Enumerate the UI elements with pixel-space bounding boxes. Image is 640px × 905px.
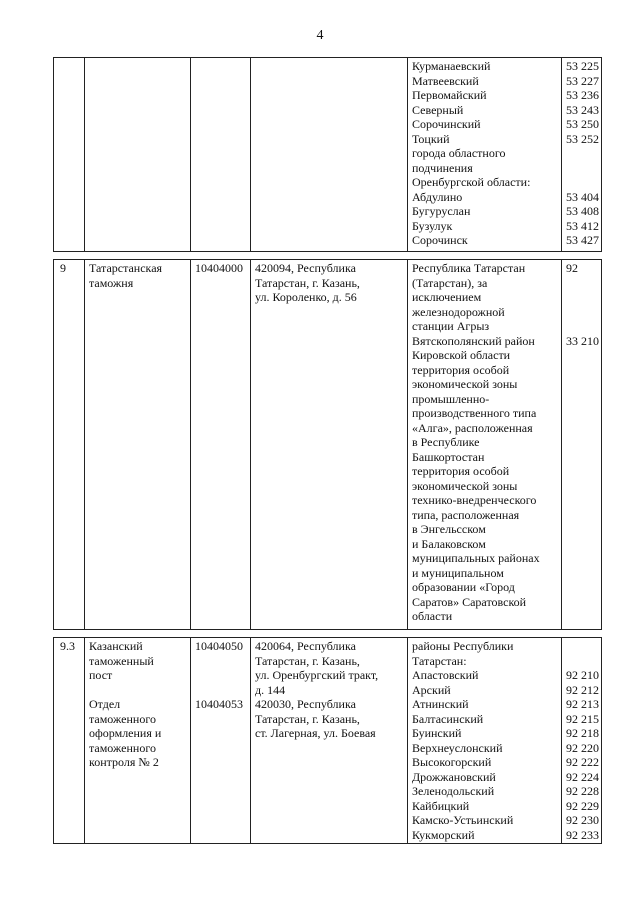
okato-code: 92 218: [566, 726, 599, 740]
okato-code: 92: [566, 261, 578, 275]
region-line: Матвеевский: [412, 73, 479, 88]
okato-code: 53 427: [566, 233, 599, 247]
region-line: Кировской области: [412, 348, 511, 362]
region-line: (Татарстан), за: [412, 275, 488, 290]
region-line: районы Республики: [412, 639, 514, 653]
customs-code: 10404000: [195, 261, 243, 275]
okato-code: 92 213: [566, 697, 599, 711]
region-line: Арский: [412, 682, 451, 697]
region-line: Верхнеуслонский: [412, 740, 503, 755]
customs-name-cell: [85, 638, 191, 844]
address-cell: [251, 260, 408, 630]
address-line: Татарстан, г. Казань,: [255, 275, 360, 290]
customs-name-line: Отдел: [89, 697, 121, 711]
row-number-cell: [54, 58, 85, 252]
region-line: Камско-Устьинский: [412, 813, 514, 827]
customs-name-line: таможенного: [89, 740, 156, 755]
region-line: Сорочинский: [412, 117, 481, 131]
region-line: Курманаевский: [412, 59, 491, 73]
okato-code: 92 215: [566, 711, 599, 726]
okato-code: 92 210: [566, 668, 599, 682]
region-line: территория особой: [412, 362, 510, 377]
okato-codes-cell: [562, 260, 602, 630]
okato-code: 53 412: [566, 218, 599, 233]
address-line: ст. Лагерная, ул. Боевая: [255, 726, 376, 740]
region-line: Республика Татарстан: [412, 261, 526, 275]
customs-name-line: пост: [89, 668, 113, 682]
okato-code: 92 224: [566, 769, 599, 784]
region-line: Сорочинск: [412, 233, 468, 247]
okato-code: 53 227: [566, 73, 599, 88]
customs-name-line: Казанский: [89, 639, 143, 653]
region-line: Вятскополянский район: [412, 333, 535, 348]
page-number: 4: [316, 28, 324, 43]
region-line: Тоцкий: [412, 131, 450, 146]
okato-code: 53 236: [566, 88, 599, 102]
region-line: экономической зоны: [412, 478, 518, 493]
okato-code: 53 243: [566, 102, 599, 117]
address-line: ул. Оренбургский тракт,: [255, 668, 379, 682]
region-line: Кайбицкий: [412, 798, 470, 813]
region-line: Зеленодольский: [412, 784, 495, 798]
customs-table-kazan-post: [53, 637, 602, 844]
customs-table-tatarstan: [53, 259, 602, 630]
row-number: 9.3: [60, 639, 75, 653]
customs-name-line: контроля № 2: [89, 755, 159, 769]
row-number: 9: [60, 261, 66, 275]
okato-codes-cell: [562, 638, 602, 844]
region-line: Оренбургской области:: [412, 175, 531, 189]
region-line: производственного типа: [412, 406, 537, 420]
customs-code: 10404050: [195, 639, 243, 653]
customs-code-cell: [191, 58, 251, 252]
region-line: железнодорожной: [412, 304, 505, 319]
region-line: города областного: [412, 146, 506, 160]
row-number-cell: [54, 638, 85, 844]
region-line: и муниципальном: [412, 565, 504, 580]
region-line: типа, расположенная: [412, 507, 520, 522]
region-line: Татарстан:: [412, 653, 467, 668]
okato-code: 92 233: [566, 827, 599, 842]
region-line: станции Агрыз: [412, 319, 490, 333]
okato-code: 92 230: [566, 813, 599, 827]
address-line: д. 144: [255, 682, 286, 697]
region-line: подчинения: [412, 160, 473, 175]
table-row: [54, 58, 602, 252]
row-number-cell: [54, 260, 85, 630]
region-line: Апастовский: [412, 668, 479, 682]
address-cell: [251, 58, 408, 252]
region-line: промышленно-: [412, 391, 490, 406]
regions-cell: [408, 260, 562, 630]
region-line: Дрожжановский: [412, 769, 496, 784]
customs-table-continuation: [53, 57, 602, 252]
okato-code: 53 225: [566, 59, 599, 73]
okato-codes-cell: [562, 58, 602, 252]
okato-code: 92 222: [566, 755, 599, 769]
customs-code-cell: [191, 638, 251, 844]
region-line: и Балаковском: [412, 536, 486, 551]
okato-code: 53 250: [566, 117, 599, 131]
customs-code: 10404053: [195, 697, 243, 711]
customs-name-cell: [85, 58, 191, 252]
okato-code: 33 210: [566, 333, 599, 348]
region-line: Бугуруслан: [412, 204, 471, 218]
region-line: исключением: [412, 290, 482, 304]
table-row: [54, 260, 602, 630]
region-line: Башкортостан: [412, 449, 485, 464]
address-line: 420094, Республика: [255, 261, 356, 275]
address-line: ул. Короленко, д. 56: [255, 290, 357, 304]
region-line: образовании «Город: [412, 580, 515, 594]
region-line: в Энгельсском: [412, 522, 486, 536]
region-line: Балтасинский: [412, 711, 484, 726]
okato-code: 92 212: [566, 682, 599, 697]
region-line: Буинский: [412, 726, 462, 740]
region-line: Атнинский: [412, 697, 469, 711]
customs-code-cell: [191, 260, 251, 630]
region-line: территория особой: [412, 464, 510, 478]
region-line: Абдулино: [412, 189, 463, 204]
customs-name-line: таможенного: [89, 711, 156, 726]
regions-cell: [408, 638, 562, 844]
region-line: «Алга», расположенная: [412, 420, 533, 435]
region-line: технико-внедренческого: [412, 493, 537, 507]
customs-name-cell: [85, 260, 191, 630]
region-line: Саратов» Саратовской: [412, 594, 527, 609]
customs-name-line: Татарстанская: [89, 261, 163, 275]
region-line: Первомайский: [412, 88, 487, 102]
table-row: [54, 638, 602, 844]
address-cell: [251, 638, 408, 844]
okato-code: 92 229: [566, 798, 599, 813]
region-line: Северный: [412, 102, 464, 117]
region-line: Кукморский: [412, 827, 475, 842]
okato-code: 53 404: [566, 189, 599, 204]
okato-code: 53 252: [566, 131, 599, 146]
region-line: муниципальных районах: [412, 551, 540, 565]
region-line: Бузулук: [412, 218, 453, 233]
address-line: Татарстан, г. Казань,: [255, 653, 360, 668]
region-line: Высокогорский: [412, 755, 492, 769]
address-line: Татарстан, г. Казань,: [255, 711, 360, 726]
okato-code: 92 228: [566, 784, 599, 798]
address-line: 420030, Республика: [255, 697, 356, 711]
regions-cell: [408, 58, 562, 252]
region-line: экономической зоны: [412, 377, 518, 391]
region-line: области: [412, 609, 453, 623]
address-line: 420064, Республика: [255, 639, 356, 653]
customs-name-line: оформления и: [89, 726, 162, 740]
okato-code: 53 408: [566, 204, 599, 218]
customs-name-line: таможня: [89, 275, 134, 290]
region-line: в Республике: [412, 435, 480, 449]
okato-code: 92 220: [566, 740, 599, 755]
customs-name-line: таможенный: [89, 653, 154, 668]
